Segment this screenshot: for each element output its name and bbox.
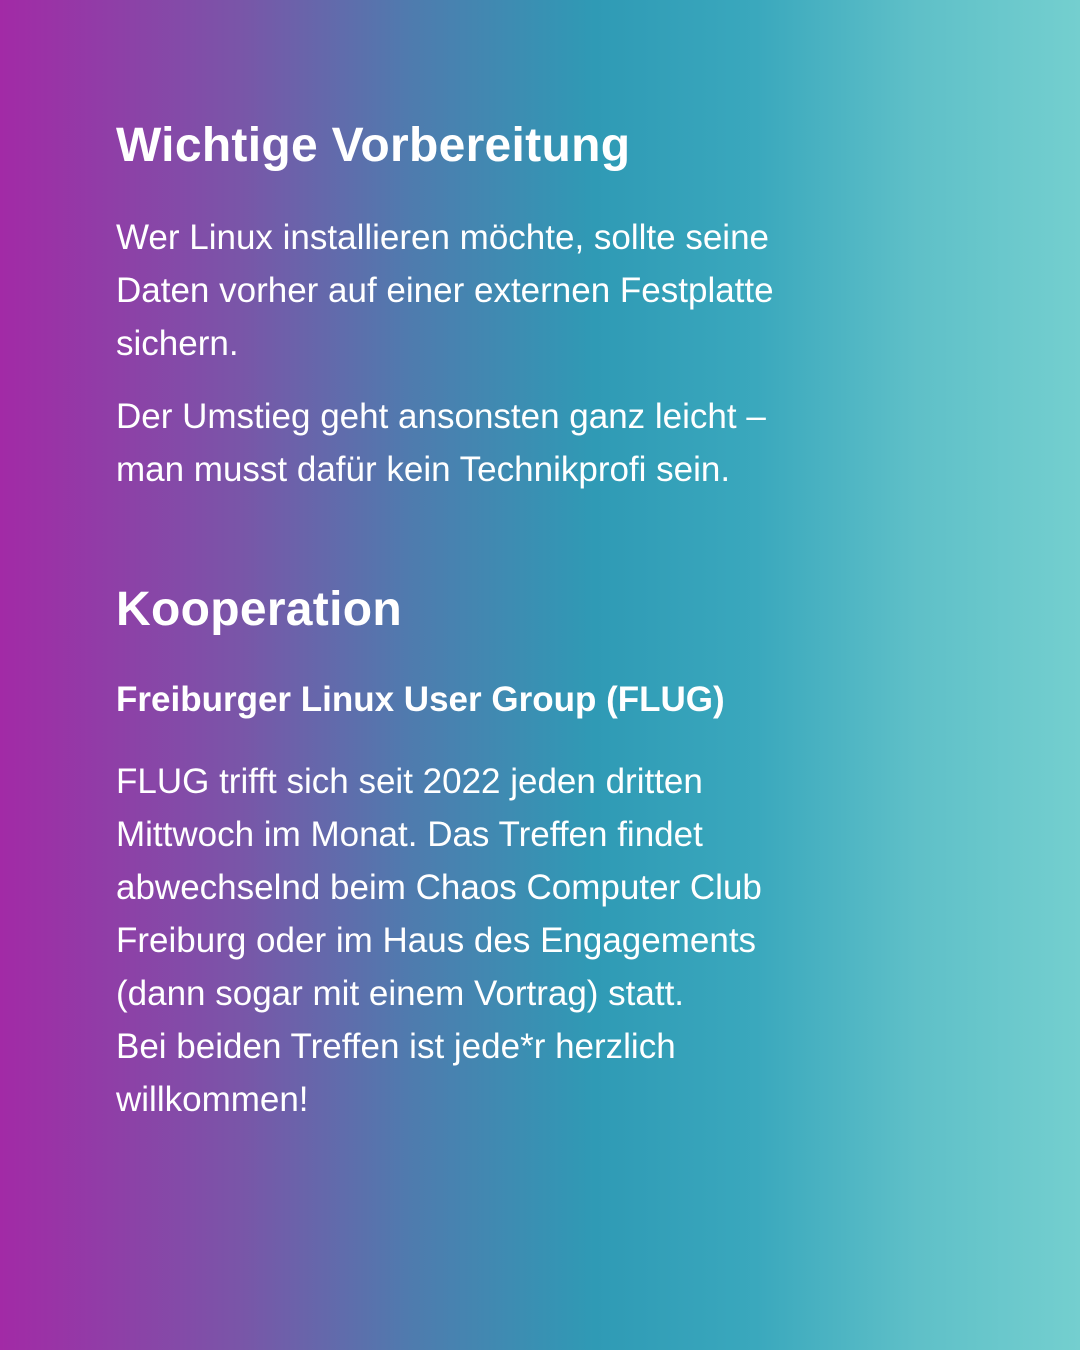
text-line: Daten vorher auf einer externen Festplatte	[116, 271, 774, 310]
text-line: willkommen!	[116, 1080, 309, 1119]
text-line: Wer Linux installieren möchte, sollte seine	[116, 218, 770, 257]
text-line: (dann sogar mit einem Vortrag) statt.	[116, 974, 685, 1013]
section-title-cooperation: Kooperation	[116, 583, 402, 636]
text-line: Bei beiden Treffen ist jede*r herzlich	[116, 1027, 676, 1066]
preparation-paragraph-2	[116, 390, 766, 496]
preparation-paragraph-1	[116, 211, 774, 370]
text-line: FLUG trifft sich seit 2022 jeden dritten	[116, 762, 703, 801]
text-line: man musst dafür kein Technikprofi sein.	[116, 450, 731, 489]
cooperation-subtitle: Freiburger Linux User Group (FLUG)	[116, 680, 725, 719]
cooperation-paragraph	[116, 755, 762, 1126]
text-line: Der Umstieg geht ansonsten ganz leicht –	[116, 397, 766, 436]
text-line: Mittwoch im Monat. Das Treffen findet	[116, 815, 703, 854]
text-line: sichern.	[116, 324, 239, 363]
text-line: abwechselnd beim Chaos Computer Club	[116, 868, 762, 907]
section-title-preparation: Wichtige Vorbereitung	[116, 119, 631, 172]
text-line: Freiburg oder im Haus des Engagements	[116, 921, 757, 960]
